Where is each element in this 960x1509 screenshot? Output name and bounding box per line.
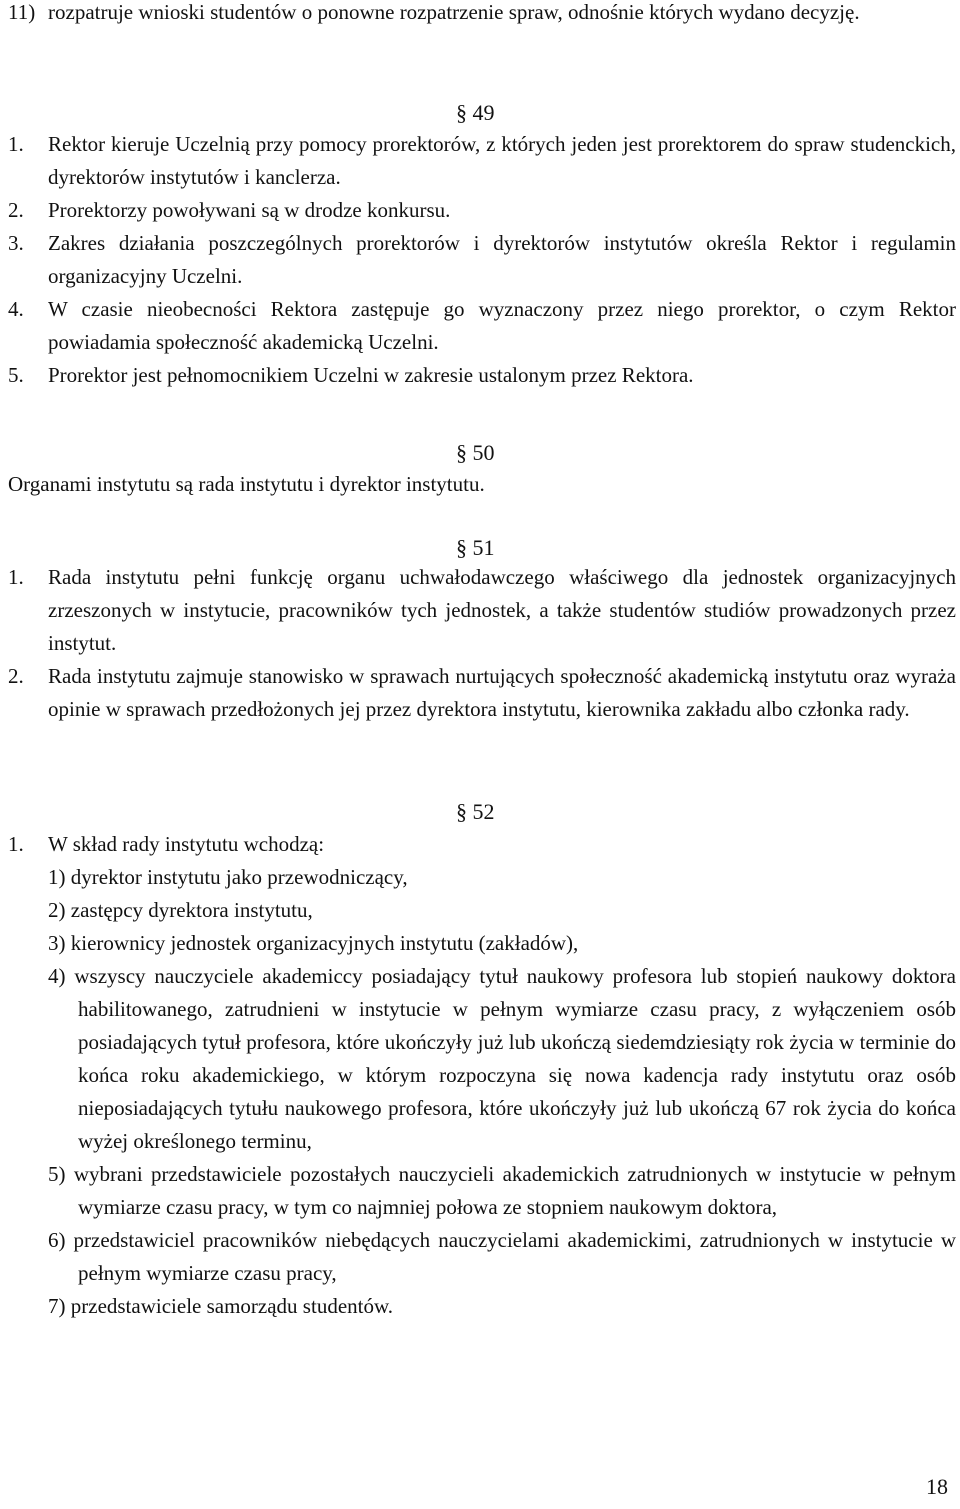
item-number: 4. <box>8 297 24 321</box>
sub-list-item <box>8 861 956 894</box>
section-49-list <box>8 128 956 392</box>
list-item <box>8 293 956 359</box>
sub-list-item <box>8 1290 956 1323</box>
sub-item-number: 4) <box>48 964 66 988</box>
sub-item-number: 1) <box>48 865 66 889</box>
sub-list-item <box>8 1158 956 1224</box>
sub-list-item <box>8 1224 956 1290</box>
section-heading: § 49 <box>456 100 495 125</box>
item-text: Prorektorzy powoływani są w drodze konkursu. <box>48 198 451 222</box>
sub-list-item <box>8 960 956 1158</box>
list-item <box>8 561 956 660</box>
list-item <box>8 359 956 392</box>
sub-item <box>48 927 956 960</box>
sub-item-text: kierownicy jednostek organizacyjnych instytutu (zakładów), <box>70 931 579 955</box>
sub-item <box>48 1224 956 1290</box>
item-number: 2. <box>8 664 24 688</box>
sub-item-text: przedstawiciel pracowników niebędących nauczycielami akademickimi, zatrudnionych w instytucie w pełnym wymiarze czasu pracy, <box>73 1228 956 1285</box>
item-text: Rada instytutu pełni funkcję organu uchwałodawczego właściwego dla jednostek organizacyjnych zrzeszonych w instytucie, pracowników tych jednostek, a także studentów studiów prowadzonych przez instytut. <box>48 565 956 655</box>
item-number: 3. <box>8 231 24 255</box>
list-item <box>8 0 956 29</box>
sub-item-text: przedstawiciele samorządu studentów. <box>70 1294 394 1318</box>
sub-item-text: dyrektor instytutu jako przewodniczący, <box>70 865 408 889</box>
item-number: 11) <box>8 0 36 24</box>
item-text: Zakres działania poszczególnych prorektorów i dyrektorów instytutów określa Rektor i regulamin organizacyjny Uczelni. <box>48 231 956 288</box>
section-heading: § 52 <box>456 799 495 824</box>
list-item <box>8 194 956 227</box>
item-text: Rada instytutu zajmuje stanowisko w sprawach nurtujących społeczność akademicką instytutu oraz wyraża opinie w sprawach przedłożonych jej przez dyrektora instytutu, kierownika zakładu albo członka rady. <box>48 664 956 721</box>
sub-item-text: wybrani przedstawiciele pozostałych nauczycieli akademickich zatrudnionych w instytucie w pełnym wymiarze czasu pracy, w tym co najmniej połowa ze stopniem naukowym doktora, <box>73 1162 957 1219</box>
item-number: 5. <box>8 363 24 387</box>
sub-item <box>48 894 956 927</box>
sub-item <box>48 1158 956 1224</box>
sub-item-number: 5) <box>48 1162 66 1186</box>
sub-list-item <box>8 894 956 927</box>
list-item <box>8 128 956 194</box>
sub-item <box>48 1290 956 1323</box>
sub-item-number: 7) <box>48 1294 66 1318</box>
list-item <box>8 227 956 293</box>
section-heading: § 50 <box>456 440 495 465</box>
sub-item-text: zastępcy dyrektora instytutu, <box>70 898 313 922</box>
sub-item-number: 3) <box>48 931 66 955</box>
item-text: W czasie nieobecności Rektora zastępuje go wyznaczony przez niego prorektor, o czym Rektor powiadamia społeczność akademicką Uczelni. <box>48 297 956 354</box>
sub-item <box>48 861 956 894</box>
section-51-list <box>8 561 956 726</box>
item-text: Prorektor jest pełnomocnikiem Uczelni w zakresie ustalonym przez Rektora. <box>48 363 694 387</box>
sub-list-item <box>8 927 956 960</box>
list-item <box>8 828 956 861</box>
sub-item-number: 6) <box>48 1228 66 1252</box>
section-heading: § 51 <box>456 535 495 560</box>
page-number: 18 <box>926 1474 948 1499</box>
item-number: 1. <box>8 565 24 589</box>
item-number: 1. <box>8 132 24 156</box>
item-number: 1. <box>8 832 24 856</box>
section-52-list <box>8 828 956 1323</box>
item-text: W skład rady instytutu wchodzą: <box>48 832 325 856</box>
item-number: 2. <box>8 198 24 222</box>
sub-item-text: wszyscy nauczyciele akademiccy posiadający tytuł naukowy profesora lub stopień naukowy doktora habilitowanego, zatrudnieni w instytucie w pełnym wymiarze czasu pracy, z wyłączeniem osób posiadających tytuł profesora, które ukończyły już lub ukończą siedemdziesiąty rok życia w terminie do końca roku akademickiego, w którym rozpoczyna się nowa kadencja rady instytutu oraz osób nieposiadających tytułu naukowego profesora, które ukończyły już lub ukończą 67 rok życia do końca wyżej określonego terminu, <box>74 964 956 1153</box>
item-text: rozpatruje wnioski studentów o ponowne rozpatrzenie spraw, odnośnie których wydano decyzję. <box>48 0 860 24</box>
list-item <box>8 660 956 726</box>
sub-item-number: 2) <box>48 898 66 922</box>
sub-item <box>48 960 956 1158</box>
item-text: Rektor kieruje Uczelnią przy pomocy prorektorów, z których jeden jest prorektorem do spraw studenckich, dyrektorów instytutów i kanclerza. <box>48 132 956 189</box>
paragraph: Organami instytutu są rada instytutu i dyrektor instytutu. <box>8 472 485 496</box>
